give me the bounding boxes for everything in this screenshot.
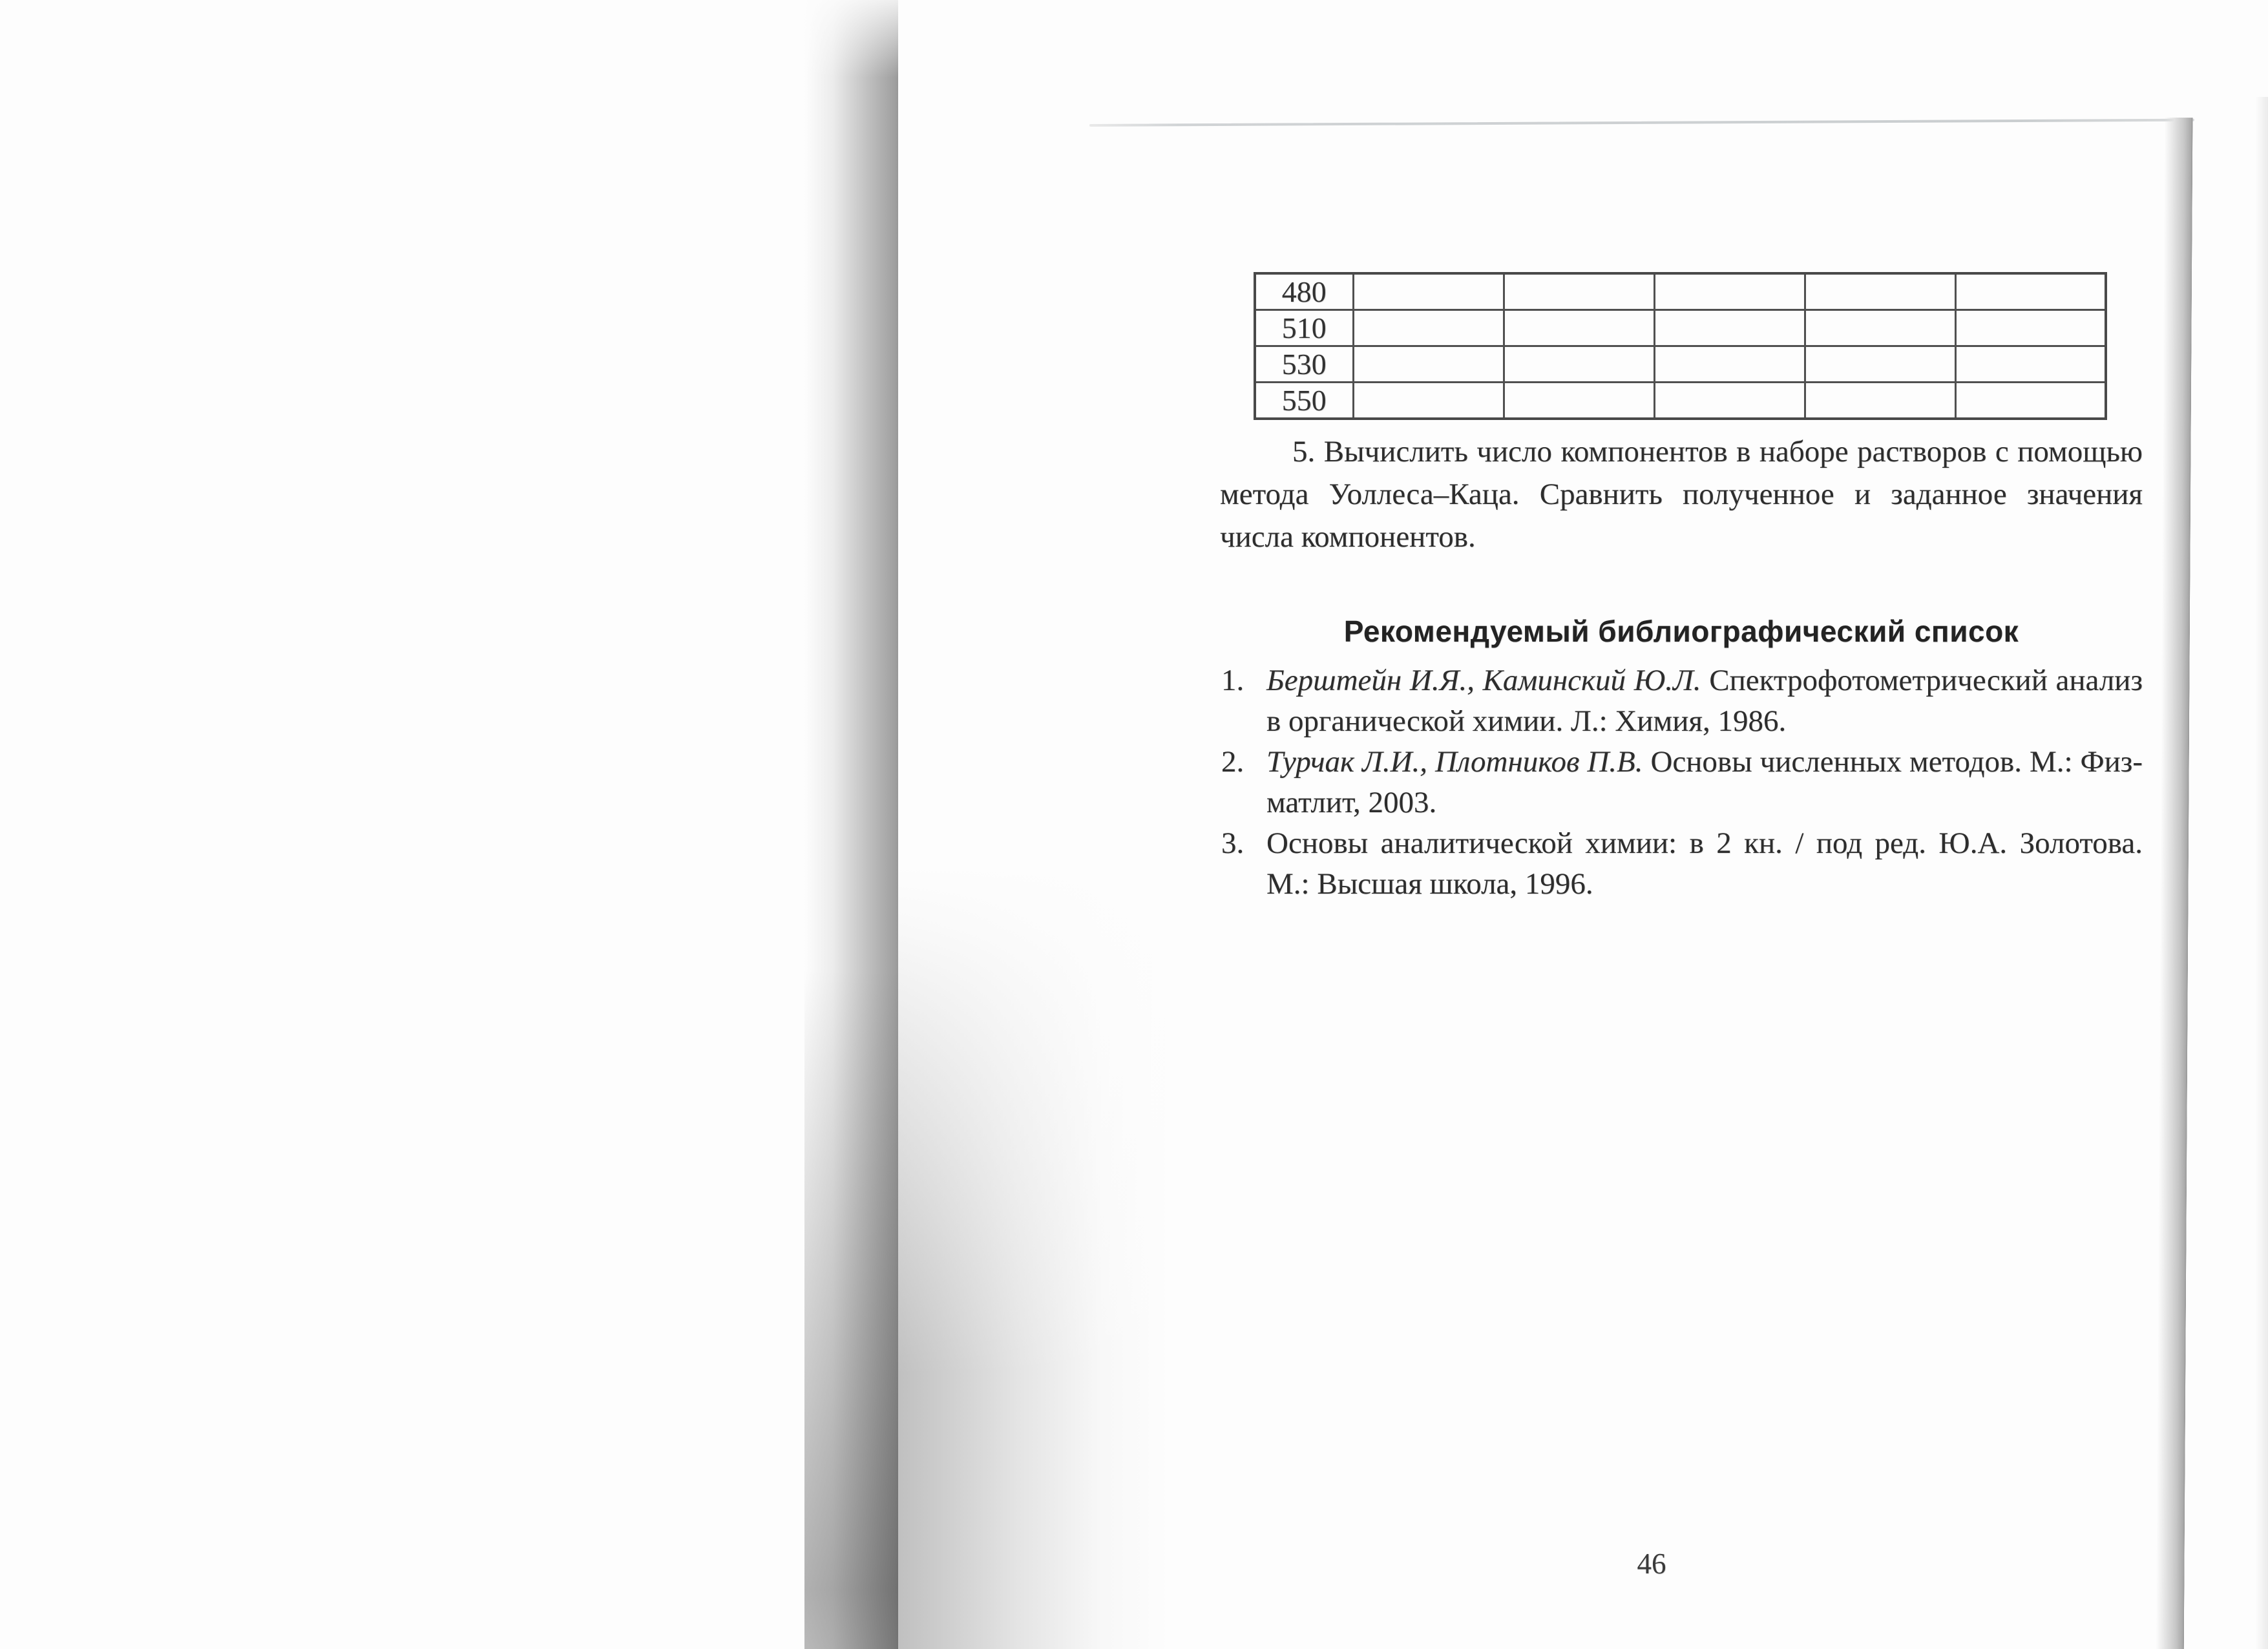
wavelength-cell: 550 (1255, 383, 1353, 419)
results-table (1254, 272, 2107, 420)
item-authors: Берштейн И.Я., Каминский Ю.Л. (1266, 664, 1701, 697)
book-gutter-shadow (804, 0, 898, 1649)
wavelength-cell: 480 (1255, 273, 1353, 310)
empty-data-cell (1654, 346, 1805, 383)
task-paragraph: 5. Вычислить число компонентов в наборе растворов с помощью метода Уоллеса–Каца. Сравнить полученное и заданное значения числа компонентов. (1220, 435, 2143, 554)
empty-data-cell (1353, 310, 1504, 346)
empty-data-cell (1955, 273, 2106, 310)
item-text: Основы аналитической химии: в 2 кн. / под ред. Ю.А. Золотова. М.: Высшая школа, 1996. (1266, 826, 2143, 901)
empty-data-cell (1654, 383, 1805, 419)
empty-data-cell (1353, 383, 1504, 419)
table-row (1255, 383, 2106, 419)
empty-data-cell (1955, 310, 2106, 346)
item-text: Спектрофотометрический анализ в органической химии. Л.: Химия, 1986. (1266, 664, 2143, 738)
empty-data-cell (1504, 310, 1654, 346)
empty-data-cell (1353, 273, 1504, 310)
empty-data-cell (1504, 383, 1654, 419)
empty-data-cell (1805, 383, 1955, 419)
item-number: 2. (1221, 745, 1244, 779)
empty-data-cell (1504, 346, 1654, 383)
item-text: Основы численных методов. М.: Физматлит, 2003. (1266, 745, 2143, 819)
empty-data-cell (1955, 383, 2106, 419)
empty-data-cell (1805, 346, 1955, 383)
item-number: 3. (1221, 826, 1244, 860)
bibliography-item (1220, 742, 2143, 823)
table-row (1255, 310, 2106, 346)
empty-data-cell (1805, 273, 1955, 310)
wavelength-cell: 530 (1255, 346, 1353, 383)
bibliography-item (1220, 823, 2143, 905)
empty-data-cell (1805, 310, 1955, 346)
gutter-shadow-haze (898, 866, 1170, 1649)
wavelength-cell: 510 (1255, 310, 1353, 346)
page-top-edge (1089, 119, 2194, 127)
bibliography-heading: Рекомендуемый библиографический список (1343, 614, 2019, 648)
table-row (1255, 346, 2106, 383)
empty-data-cell (1654, 273, 1805, 310)
bibliography-item (1220, 660, 2143, 742)
page-right-edge (2156, 118, 2193, 1649)
item-number: 1. (1221, 664, 1244, 697)
table-row (1255, 273, 2106, 310)
page-number: 46 (1637, 1548, 1666, 1580)
empty-data-cell (1353, 346, 1504, 383)
page-text-column (1220, 430, 2143, 905)
scan-right-edge-shade (2255, 97, 2268, 1649)
item-authors: Турчак Л.И., Плотников П.В. (1266, 745, 1643, 779)
empty-data-cell (1654, 310, 1805, 346)
empty-data-cell (1504, 273, 1654, 310)
empty-data-cell (1955, 346, 2106, 383)
bibliography-list (1220, 660, 2143, 905)
